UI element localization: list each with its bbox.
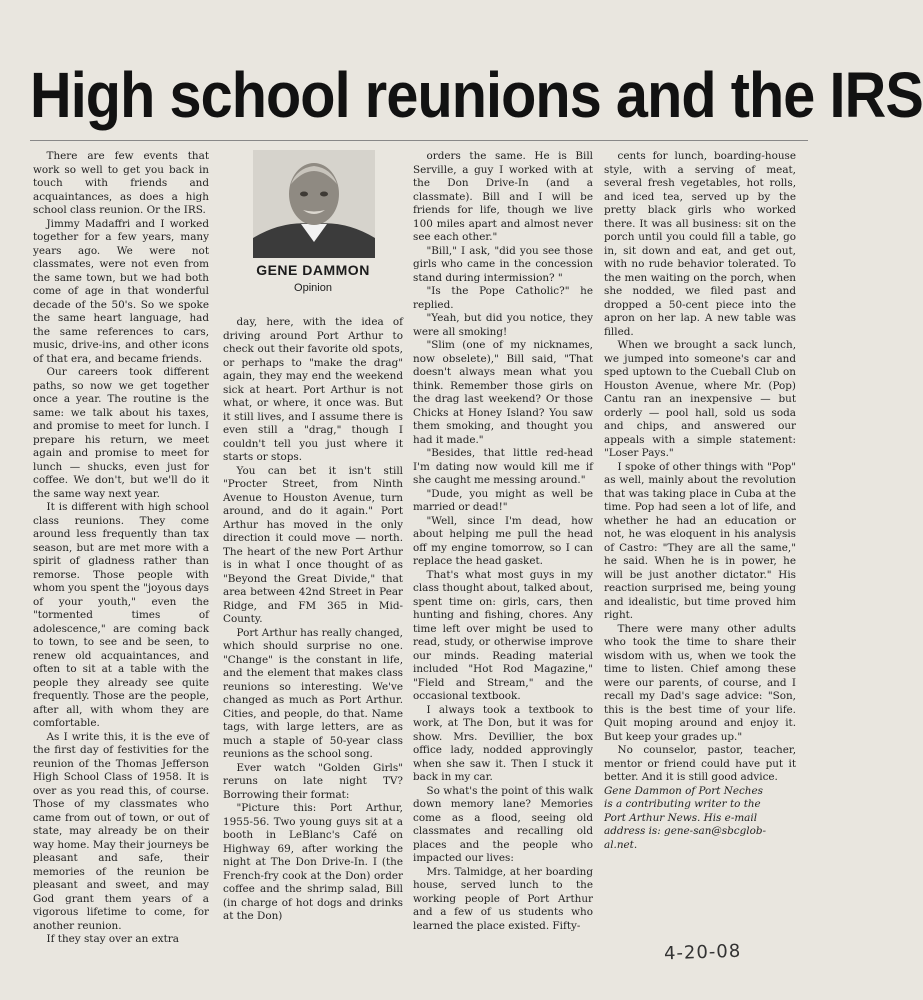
article-paragraph: Jimmy Madaffri and I worked together for a few years, many years ago. We were not classmates, were not even from the same town, but we had both come of age in that wonderful decade of the 50's. So we spoke the same heart language, had the same references to cars, music, drive-ins, and other icons of that era, and became friends. (33, 217, 209, 365)
article-paragraph: If they stay over an extra (46, 933, 179, 945)
article-paragraph: day, here, with the idea of driving around Port Arthur to check out their favorite old spots, or perhaps to "make the drag" again, they may end the weekend sick at heart. Port Arthur is not what, or where, it once was. But it still lives, and I assume there is even still a "drag," though I couldn't tell you just where it starts or stops. (223, 316, 403, 463)
article-paragraph: Ever watch "Golden Girls" reruns on late night TV? Borrowing their format: (223, 761, 403, 801)
handwritten-date: 4-20-08 (663, 940, 742, 965)
article-paragraph: When we brought a sack lunch, we jumped into someone's car and sped uptown to the Cueball Club on Houston Avenue, where Mr. (Pop) Cantu ran an inexpensive — but orderly — pool hall, sold us soda and chips, and answered our appeals with a simple statement: "Loser Pays." (604, 339, 796, 459)
article-paragraph: No counselor, pastor, teacher, mentor or friend could have put it better. And it is still good advice. (604, 744, 796, 783)
tagline-line: al.net. (604, 838, 638, 851)
article-paragraph: Port Arthur has really changed, which should surprise no one. "Change" is the constant in life, and the element that makes class reunions so interesting. We've changed as much as Port Arthur. Cities, and people, do that. Name tags, with large letters, are as much a staple of 50-year class reunions as the school song. (223, 626, 403, 760)
article-paragraph: Our careers took different paths, so now we get together once a year. The routine is the same: we talk about his taxes, and promise to meet for lunch. I prepare his return, we meet again and promise to meet for lunch — shucks, even just for coffee. We don't, but we'll do it the same way next year. (33, 366, 209, 500)
article-paragraph: "Besides, that little red-head I'm dating now would kill me if she caught me messing around." (413, 447, 593, 486)
column-4-paragraphs (604, 150, 796, 785)
article-paragraph: "Yeah, but did you notice, they were all smoking! (413, 312, 593, 338)
article-paragraph: "Dude, you might as well be married or dead!" (413, 487, 593, 513)
article-paragraph: There were many other adults who took the time to share their wisdom with us, when we took the time to listen. Chief among these were our parents, of course, and I recall my Dad's sage advice: "Son, this is the best time of your life. Quit moping around and enjoy it. But keep your grades up." (604, 622, 796, 743)
article-paragraph: So what's the point of this walk down memory lane? Memories come as a flood, seeing old classmates and recalling old places and the people who impacted our lives: (413, 784, 593, 864)
article-paragraph: You can bet it isn't still "Procter Street, from Ninth Avenue to Houston Avenue, turn around, and do it again." Port Arthur has moved in the only direction it could move — north. The heart of the new Port Arthur is in what I once thought of as "Beyond the Great Divide," that area between 42nd Street in Pear Ridge, and FM 365 in Mid-County. (223, 464, 403, 625)
article-column-1 (33, 150, 209, 980)
byline-section: Opinion (294, 282, 332, 294)
tagline-line: Port Arthur News. His e-mail (604, 811, 758, 824)
article-paragraph: cents for lunch, boarding-house style, with a serving of meat, several fresh vegetables, hot rolls, and iced tea, served up by the pretty black girls who worked there. It was all business: sit on the porch until you could fill a table, go in, sit down and eat, and get out, with no rude behavior tolerated. To the men waiting on the porch, when she nodded, we filed past and dropped a 50-cent piece into the apron on her lap. A new table was filled. (604, 150, 796, 338)
article-column-4 (604, 150, 796, 980)
byline-box (223, 150, 403, 312)
headline-rule (30, 140, 808, 141)
article-paragraph: As I write this, it is the eve of the first day of festivities for the reunion of the Thomas Jefferson High School Class of 1958. It is over as you read this, of course. Those of my classmates who came from out of town, or out of state, may already be on their way home. May their journeys be pleasant and safe, their memories of the reunion be pleasant and sweet, and may God grant them years of a vigorous lifetime to come, for another reunion. (33, 730, 209, 932)
article-column-2 (223, 316, 403, 980)
tagline-line: Gene Dammon of Port Neches (604, 784, 763, 797)
article-column-3 (413, 150, 593, 980)
article-paragraph: That's what most guys in my class thought about, talked about, spent time on: girls, cars, then hunting and fishing, chores. Any time left over might be used to read, study, or otherwise improve our minds. Reading material included "Hot Rod Magazine," "Field and Stream," and the occasional textbook. (413, 568, 593, 702)
article-paragraph: orders the same. He is Bill Serville, a guy I worked with at the Don Drive-In (and a classmate). Bill and I will be friends for life, though we live 100 miles apart and almost never see each other." (413, 150, 593, 243)
article-paragraph: "Slim (one of my nicknames, now obselete)," Bill said, "That doesn't always mean what you think. Remember those girls on the drag last weekend? Or those Chicks at Honey Island? You saw them smoking, and thought you had it made." (413, 339, 593, 446)
author-photo (253, 150, 375, 258)
article-paragraph: "Picture this: Port Arthur, 1955-56. Two young guys sit at a booth in LeBlanc's Café on Highway 69, after working the night at The Don Drive-In. I (the French-fry cook at the Don) order coffee and the shrimp salad, Bill (in charge of hot dogs and drinks at the Don) (223, 802, 403, 922)
article-paragraph: I always took a textbook to work, at The Don, but it was for show. Mrs. Devillier, the box office lady, nodded approvingly when she saw it. Then I stuck it back in my car. (413, 703, 593, 783)
article-paragraph: "Well, since I'm dead, how about helping me pull the head off my engine tomorrow, so I can replace the head gasket. (413, 514, 593, 567)
article-paragraph: I spoke of other things with "Pop" as well, mainly about the revolution that was taking place in Cuba at the time. Pop had seen a lot of life, and whether he had an education or not, he was eloquent in his analysis of Castro: "They are all the same," he said. When he is in power, he will be just another dictator." His reaction surprised me, being young and idealistic, but time proved him right. (604, 460, 796, 621)
tagline-line: is a contributing writer to the (604, 798, 761, 810)
article-paragraph: "Is the Pope Catholic?" he replied. (413, 285, 593, 311)
author-tagline (604, 785, 796, 853)
article-paragraph: There are few events that work so well to get you back in touch with friends and acquaintances, as does a high school class reunion. Or the IRS. (33, 150, 209, 216)
article-paragraph: "Bill," I ask, "did you see those girls who came in the concession stand during intermission? " (413, 244, 593, 284)
article-paragraph: It is different with high school class reunions. They come around less frequently than tax season, but are met more with a spirit of gladness rather than remorse. Those people with whom you spent the "joyous days of your youth," even the "tormented times of adolescence," are coming back to town, to see and be seen, to renew old acquaintances, and often to sit at a table with the people they already see quite frequently. Those are the people, after all, with whom they are comfortable. (33, 501, 209, 729)
byline-name: GENE DAMMON (256, 262, 370, 278)
headline: High school reunions and the IRS (30, 59, 923, 131)
tagline-line: address is: gene-san@sbcglob- (604, 825, 766, 837)
article-paragraph: Mrs. Talmidge, at her boarding house, served lunch to the working people of Port Arthur and a few of us students who learned the place existed. Fifty- (413, 865, 593, 932)
